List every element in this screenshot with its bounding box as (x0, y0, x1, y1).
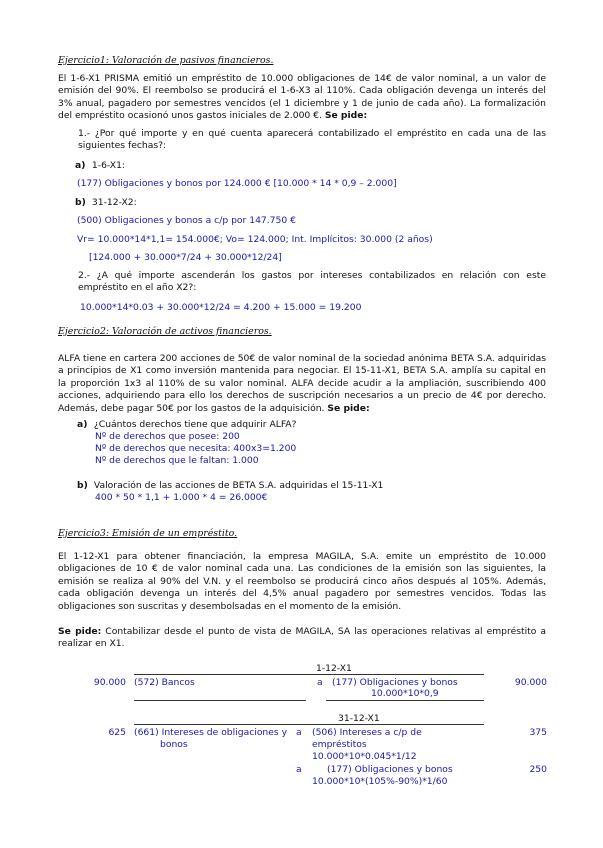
entry2-a-1: a (296, 727, 302, 738)
ex2-intro-text: ALFA tiene en cartera 200 acciones de 50€ de valor nominal de la sociedad anónima BETA S.A. adquiridas a principios de X1 como inversión mantenida para negociar. El 15-11-X1, BETA S.A. amplía su capital en la proporción 1x3 al 110% de su valor nominal. ALFA decide acudir a la ampliación, suscribiendo 400 acciones, adquiriendo para ello los derechos de suscripción necesarios a un precio de 4€ por derecho. Además, debe pagar 50€ por los gastos de la adquisición. (58, 353, 546, 414)
ex2-a-answer-3: Nº de derechos que le faltan: 1.000 (95, 455, 259, 466)
entry1-credit-amount: 90.000 (514, 677, 547, 688)
entry2-credit1-account-2: empréstitos (312, 739, 367, 750)
entry2-credit2-account: (177) Obligaciones y bonos (327, 764, 453, 775)
ex1-b-date: 31-12-X2: (91, 197, 137, 208)
entry2-a-2: a (296, 764, 302, 775)
entry1-credit-account: (177) Obligaciones y bonos (332, 677, 458, 688)
ex1-intro (58, 73, 546, 123)
entry1-credit-underline (326, 700, 484, 701)
ex2-intro (58, 353, 546, 415)
entry1-debit-underline (134, 700, 306, 701)
ex2-se-pide: Se pide: (327, 402, 370, 414)
entry1-debit-amount: 90.000 (93, 677, 126, 688)
entry2-date: 31-12-X1 (338, 713, 380, 724)
ex3-title: Ejercicio3: Emisión de un empréstito. (58, 528, 238, 539)
entry2-credit1-amount: 375 (529, 727, 547, 738)
entry2-top-line (134, 724, 484, 725)
entry2-credit1-calc: 10.000*10*0.045*1/12 (312, 751, 417, 762)
ex2-a-answer-2: Nº de derechos que necesita: 400x3=1.200 (95, 443, 297, 454)
entry2-credit2-calc: 10.000*10*(105%-90%)*1/60 (312, 776, 448, 787)
ex2-item-a (77, 419, 296, 431)
ex2-a-label: a) (77, 419, 88, 430)
entry1-debit-account: (572) Bancos (134, 677, 195, 688)
ex1-b-answer-1: (500) Obligaciones y bonos a c/p por 147.750 € (77, 215, 296, 226)
ex1-item-b (75, 197, 137, 209)
ex1-q2-answer: 10.000*14*0.03 + 30.000*12/24 = 4.200 + 15.000 = 19.200 (80, 302, 362, 313)
ex3-task-text: Contabilizar desde el punto de vista de MAGILA, SA las operaciones relativas al empréstito a realizar en X1. (58, 626, 546, 650)
ex2-title: Ejercicio2: Valoración de activos financieros. (58, 326, 272, 337)
entry1-top-line (134, 674, 484, 675)
entry2-debit-account-2: bonos (160, 739, 188, 750)
ex2-b-question: Valoración de las acciones de BETA S.A. adquiridas el 15-11-X1 (93, 480, 384, 491)
entry1-date: 1-12-X1 (316, 663, 352, 674)
ex2-b-label: b) (77, 480, 88, 491)
ex1-question-2: 2.- ¿A qué importe ascenderán los gastos por intereses contabilizados en relación con este empréstito en el año X2?: (78, 270, 546, 294)
entry2-credit2-amount: 250 (529, 764, 547, 775)
entry1-credit-calc: 10.000*10*0,9 (371, 688, 439, 699)
ex1-item-a (75, 160, 125, 172)
entry2-debit-account-1: (661) Intereses de obligaciones y (134, 727, 288, 738)
entry1-a: a (317, 677, 323, 688)
ex1-a-label: a) (75, 160, 86, 171)
ex1-a-date: 1-6-X1: (91, 160, 126, 171)
ex1-question-1: 1.- ¿Por qué importe y en qué cuenta aparecerá contabilizado el empréstito en cada una de las siguientes fechas?: (78, 128, 546, 152)
ex2-a-question: ¿Cuántos derechos tiene que adquirir ALFA? (93, 419, 297, 430)
ex2-item-b (77, 480, 383, 492)
entry2-credit1-account-1: (506) Intereses a c/p de (312, 727, 422, 738)
ex1-b-answer-3: [124.000 + 30.000*7/24 + 30.000*12/24] (89, 252, 282, 263)
ex1-title: Ejercicio1: Valoración de pasivos financieros. (58, 55, 274, 66)
ex1-se-pide: Se pide: (324, 110, 368, 122)
ex1-a-answer: (177) Obligaciones y bonos por 124.000 € [10.000 * 14 * 0,9 – 2.000] (77, 178, 397, 189)
ex2-b-answer: 400 * 50 * 1,1 + 1.000 * 4 = 26.000€ (95, 492, 268, 503)
ex2-a-answer-1: Nº de derechos que posee: 200 (95, 431, 240, 442)
entry2-debit-amount: 625 (108, 727, 126, 738)
ex3-intro: El 1-12-X1 para obtener financiación, la empresa MAGILA, S.A. emite un empréstito de 10.000 obligaciones de 10 € de valor nominal cada una. Las condiciones de la emisión son las siguientes, la emisión se realiza al 90% del V.N. y el reembolso se producirá cinco años después al 105%. Además, cada obligación devenga un interés del 4,5% anual pagadero por semestres vencidos. Todas las obligaciones son suscritas y desembolsadas en el momento de la emisión. (58, 551, 546, 612)
ex3-se-pide: Se pide: (58, 626, 102, 637)
ex1-intro-text: El 1-6-X1 PRISMA emitió un empréstito de 10.000 obligaciones de 14€ de valor nominal, a un valor de emisión del 90%. El reembolso se producirá el 1-6-X3 al 110%. Cada obligación devenga un interés del 3% anual, pagadero por semestres vencidos (el 1 diciembre y 1 de junio de cada año). La formalización del empréstito ocasionó unos gastos iniciales de 2.000 €. (58, 73, 546, 122)
ex3-task (58, 626, 546, 651)
ex1-b-answer-2: Vr= 10.000*14*1,1= 154.000€; Vo= 124.000; Int. Implícitos: 30.000 (2 años) (77, 234, 433, 245)
ex1-b-label: b) (75, 197, 86, 208)
